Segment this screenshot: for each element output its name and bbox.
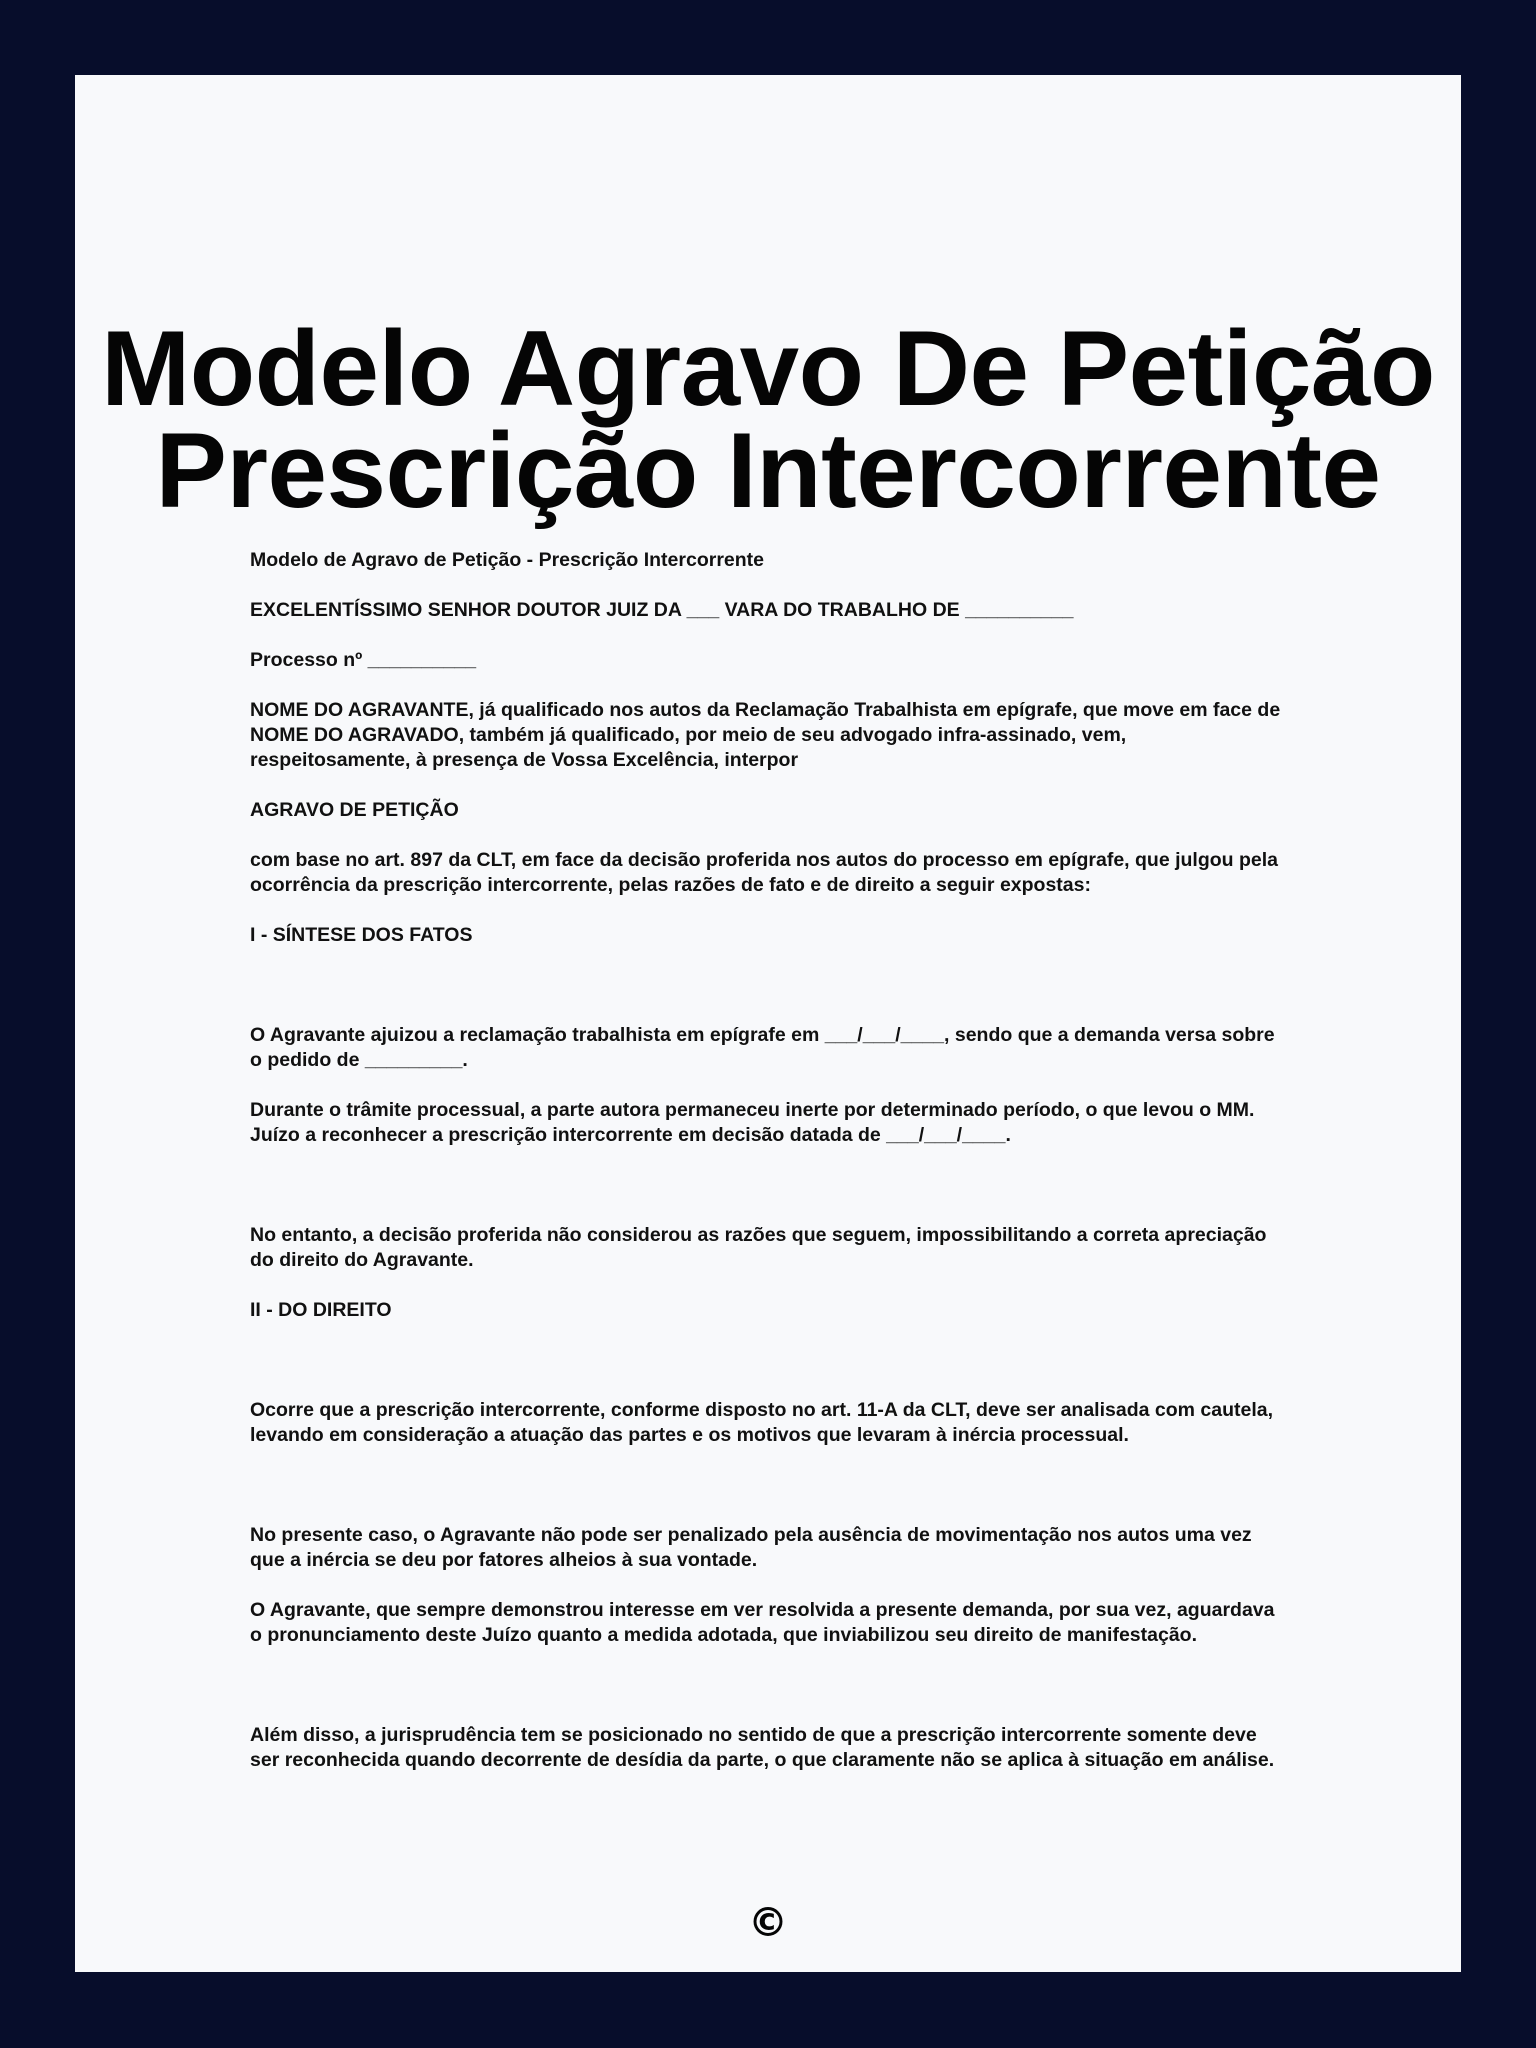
- facts-paragraph-2: Durante o trâmite processual, a parte autora permaneceu inerte por determinado período, o que levou o MM. Juízo a reconhecer a prescrição intercorrente em decisão datada de ___/___/____.: [250, 1099, 1255, 1146]
- section-title-law: II - DO DIREITO: [250, 1299, 392, 1321]
- intro-paragraph: NOME DO AGRAVANTE, já qualificado nos autos da Reclamação Trabalhista em epígrafe, que move em face de NOME DO AGRAVADO, também já qualificado, por meio de seu advogado infra-assinado, vem, respeitosamente, à presença de Vossa Excelência, interpor: [250, 699, 1281, 771]
- petition-type: AGRAVO DE PETIÇÃO: [250, 799, 459, 821]
- addressee: EXCELENTÍSSIMO SENHOR DOUTOR JUIZ DA ___ VARA DO TRABALHO DE __________: [250, 599, 1074, 621]
- section-title-facts: I - SÍNTESE DOS FATOS: [250, 924, 473, 946]
- facts-paragraph-3: No entanto, a decisão proferida não considerou as razões que seguem, impossibilitando a correta apreciação do direito do Agravante.: [250, 1224, 1267, 1271]
- facts-paragraph-1: O Agravante ajuizou a reclamação trabalhista em epígrafe em ___/___/____, sendo que a demanda versa sobre o pedido de _________.: [250, 1024, 1275, 1071]
- copyright-icon: ©: [748, 1900, 788, 1946]
- law-paragraph-3: O Agravante, que sempre demonstrou interesse em ver resolvida a presente demanda, por sua vez, aguardava o pronunciamento deste Juízo quanto a medida adotada, que inviabilizou seu direito de manifestação.: [250, 1599, 1275, 1646]
- law-paragraph-4: Além disso, a jurisprudência tem se posicionado no sentido de que a prescrição intercorrente somente deve ser reconhecida quando decorrente de desídia da parte, o que claramente não se aplica à situação em análise.: [250, 1724, 1275, 1771]
- document-body: [250, 548, 1290, 1773]
- document-title: [75, 308, 1461, 530]
- title-line-1: Modelo Agravo De Petição: [101, 308, 1435, 428]
- document-heading: Modelo de Agravo de Petição - Prescrição Intercorrente: [250, 549, 765, 571]
- document-page: [75, 75, 1461, 1972]
- title-line-2: Prescrição Intercorrente: [155, 410, 1381, 530]
- basis-paragraph: com base no art. 897 da CLT, em face da decisão proferida nos autos do processo em epígrafe, que julgou pela ocorrência da prescrição intercorrente, pelas razões de fato e de direito a seguir expostas:: [250, 849, 1278, 896]
- process-number: Processo nº __________: [250, 649, 477, 671]
- law-paragraph-2: No presente caso, o Agravante não pode ser penalizado pela ausência de movimentação nos autos uma vez que a inércia se deu por fatores alheios à sua vontade.: [250, 1524, 1252, 1571]
- law-paragraph-1: Ocorre que a prescrição intercorrente, conforme disposto no art. 11-A da CLT, deve ser analisada com cautela, levando em consideração a atuação das partes e os motivos que levaram à inércia processual.: [250, 1399, 1274, 1446]
